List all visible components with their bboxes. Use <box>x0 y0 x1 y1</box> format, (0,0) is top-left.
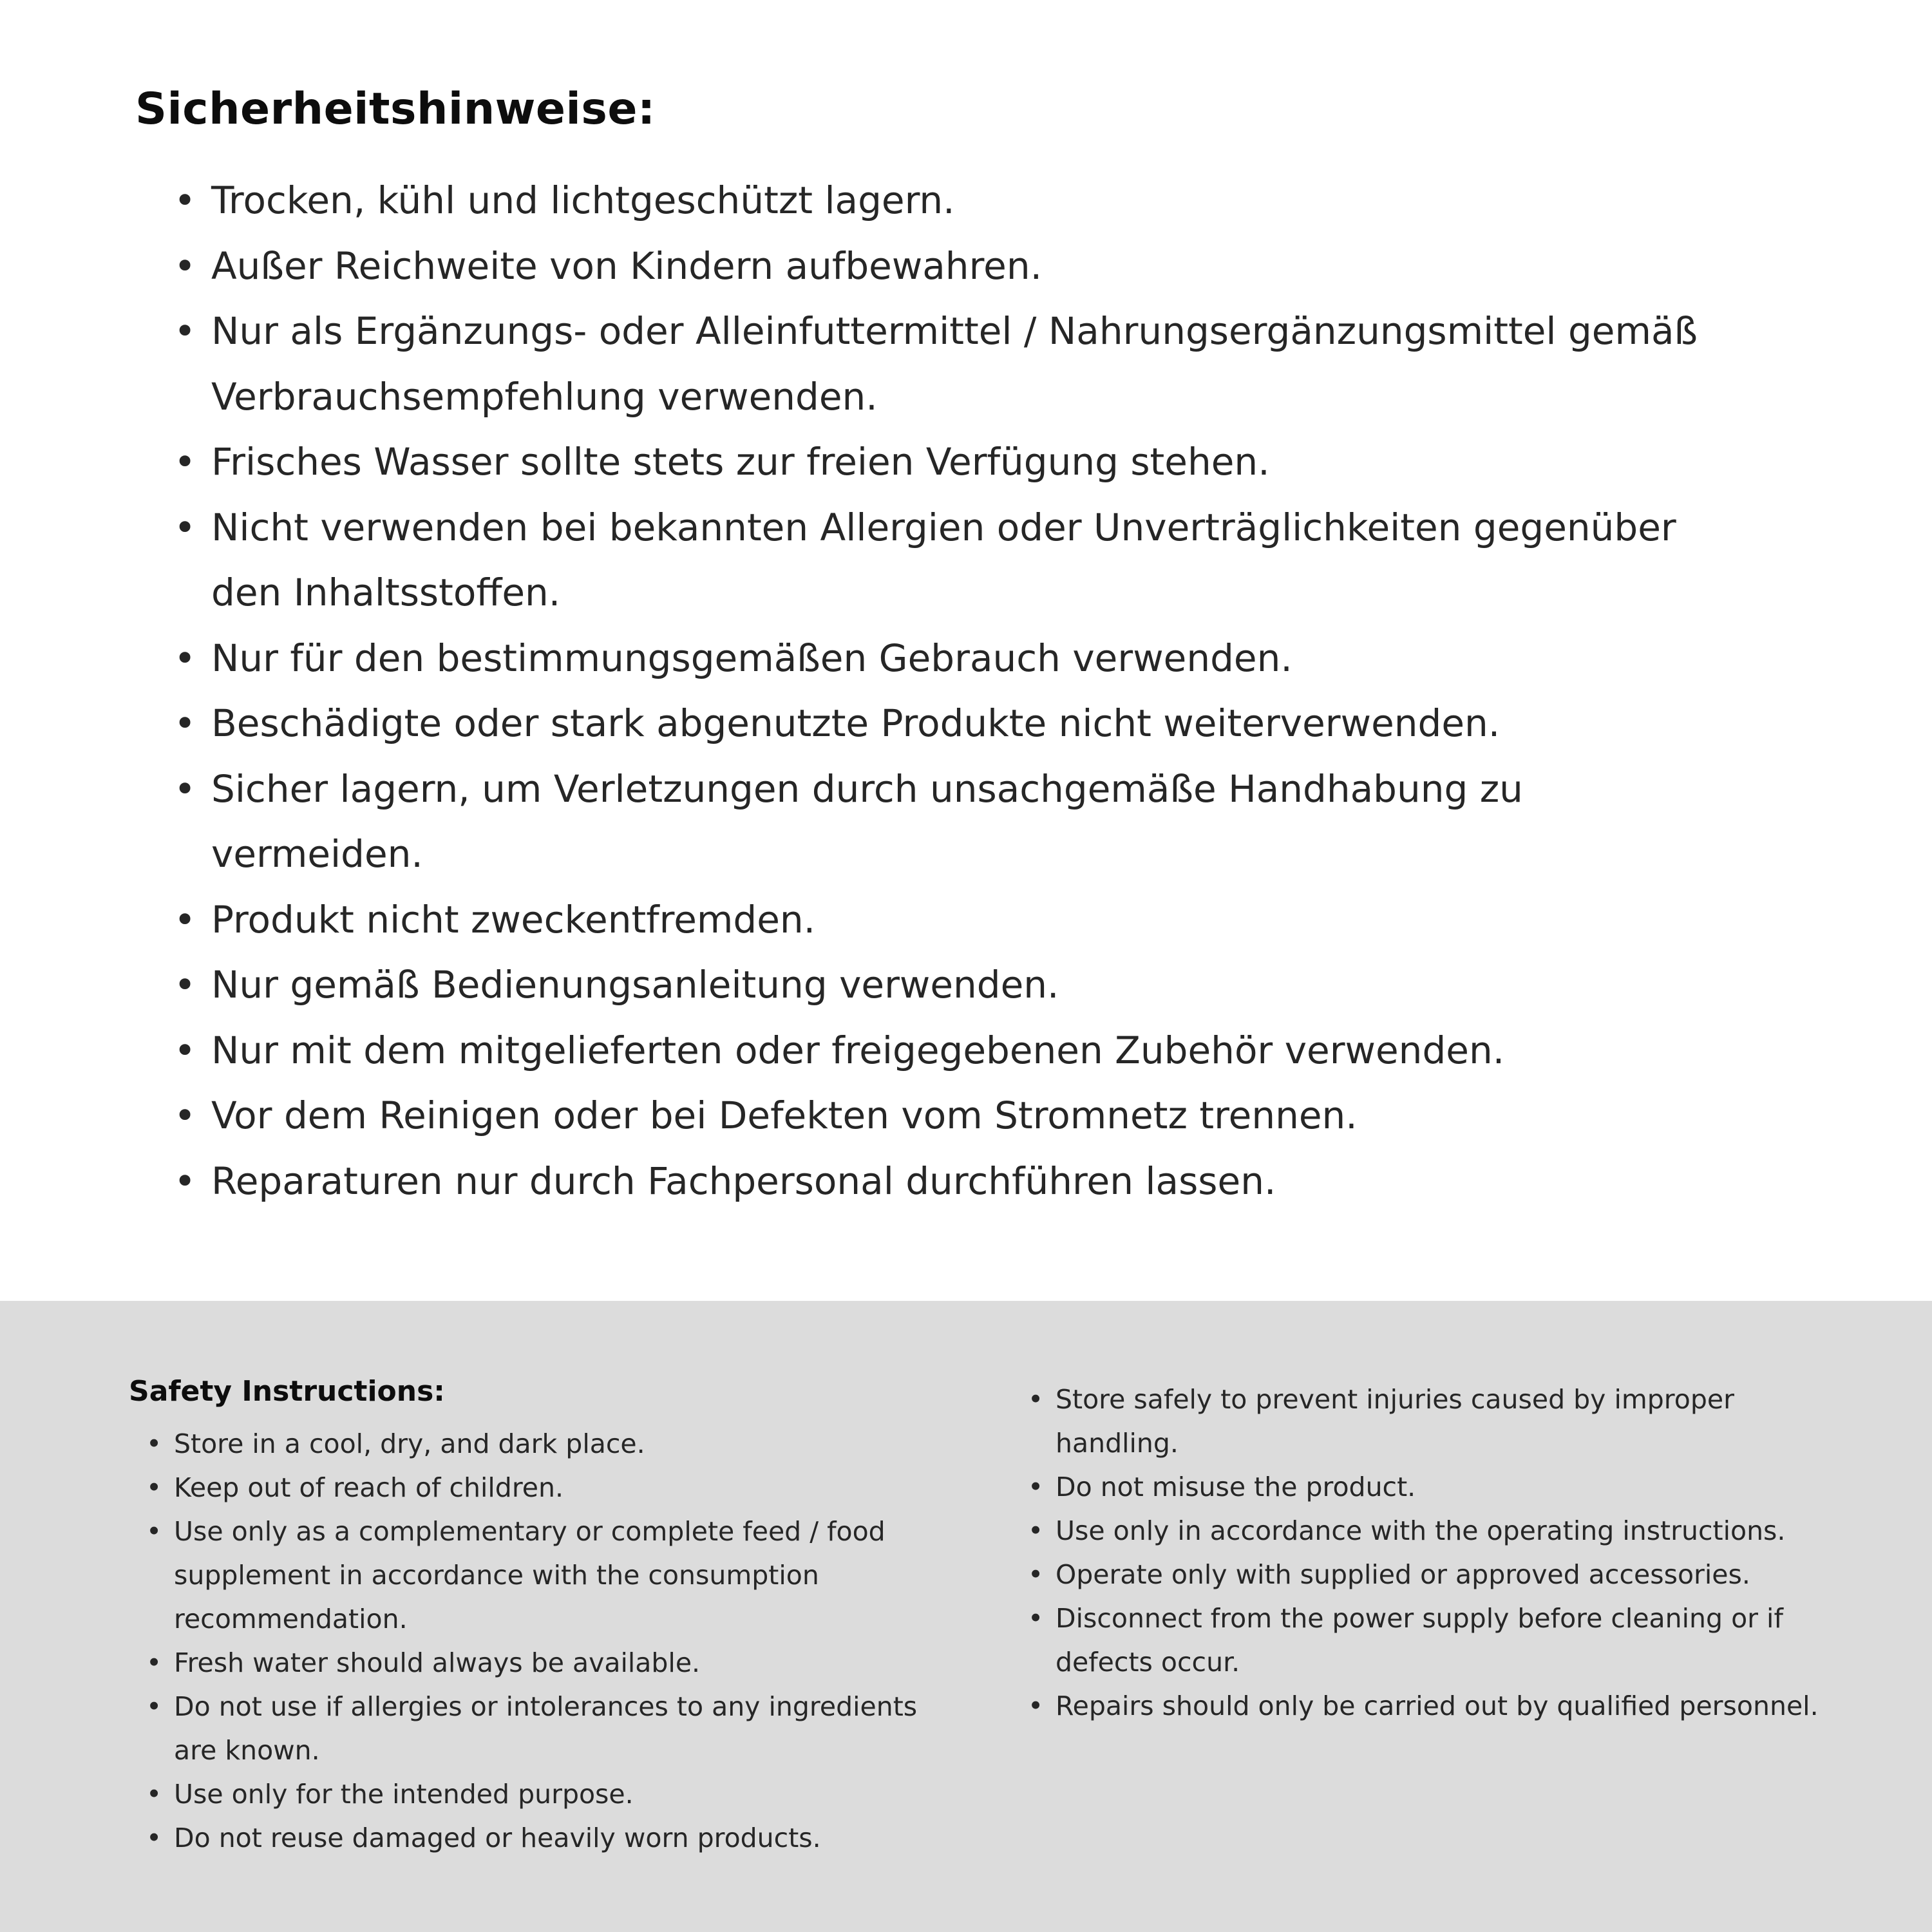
german-safety-list <box>174 168 1719 1214</box>
safety-item-en: • Store in a cool, dry, and dark place. <box>146 1422 966 1466</box>
safety-item-en: • Repairs should only be carried out by qualified personnel. <box>1028 1684 1839 1728</box>
safety-item-en: • Use only in accordance with the operating instructions. <box>1028 1509 1839 1553</box>
safety-item-de: • Beschädigte oder stark abgenutzte Produkte nicht weiterverwenden. <box>174 691 1719 757</box>
english-safety-list-left <box>146 1422 966 1860</box>
safety-item-de: • Nur für den bestimmungsgemäßen Gebrauch verwenden. <box>174 626 1719 692</box>
safety-item-en: • Do not misuse the product. <box>1028 1465 1839 1509</box>
safety-item-en: • Disconnect from the power supply before cleaning or if defects occur. <box>1028 1596 1839 1684</box>
english-heading: Safety Instructions: <box>129 1375 445 1408</box>
safety-item-de: • Trocken, kühl und lichtgeschützt lagern. <box>174 168 1719 234</box>
safety-item-en: • Fresh water should always be available. <box>146 1641 966 1685</box>
safety-item-de: • Nur mit dem mitgelieferten oder freigegebenen Zubehör verwenden. <box>174 1018 1719 1084</box>
safety-item-en: • Operate only with supplied or approved accessories. <box>1028 1553 1839 1596</box>
english-right-column <box>1028 1375 1852 1932</box>
english-safety-section <box>0 1301 1932 1932</box>
safety-item-de: • Nur gemäß Bedienungsanleitung verwenden. <box>174 952 1719 1018</box>
safety-item-de: • Vor dem Reinigen oder bei Defekten vom Stromnetz trennen. <box>174 1083 1719 1149</box>
safety-item-de: • Sicher lagern, um Verletzungen durch unsachgemäße Handhabung zu vermeiden. <box>174 757 1719 887</box>
safety-item-de: • Außer Reichweite von Kindern aufbewahren. <box>174 234 1719 299</box>
english-left-column <box>129 1375 966 1932</box>
safety-item-en: • Use only as a complementary or complete feed / food supplement in accordance with the consumption recommendation. <box>146 1510 966 1641</box>
safety-item-en: • Do not reuse damaged or heavily worn products. <box>146 1816 966 1860</box>
safety-item-en: • Use only for the intended purpose. <box>146 1772 966 1816</box>
english-safety-list-right <box>1028 1378 1839 1728</box>
german-heading: Sicherheitshinweise: <box>135 84 656 135</box>
safety-item-en: • Store safely to prevent injuries caused by improper handling. <box>1028 1378 1839 1465</box>
safety-item-de: • Produkt nicht zweckentfremden. <box>174 887 1719 953</box>
safety-item-de: • Reparaturen nur durch Fachpersonal durchführen lassen. <box>174 1149 1719 1215</box>
safety-item-de: • Nicht verwenden bei bekannten Allergien oder Unverträglichkeiten gegenüber den Inhaltsstoffen. <box>174 495 1719 626</box>
safety-item-en: • Do not use if allergies or intolerances to any ingredients are known. <box>146 1685 966 1772</box>
safety-item-de: • Nur als Ergänzungs- oder Alleinfuttermittel / Nahrungsergänzungsmittel gemäß Verbrauchsempfehlung verwenden. <box>174 299 1719 430</box>
safety-item-de: • Frisches Wasser sollte stets zur freien Verfügung stehen. <box>174 430 1719 495</box>
safety-item-en: • Keep out of reach of children. <box>146 1466 966 1510</box>
